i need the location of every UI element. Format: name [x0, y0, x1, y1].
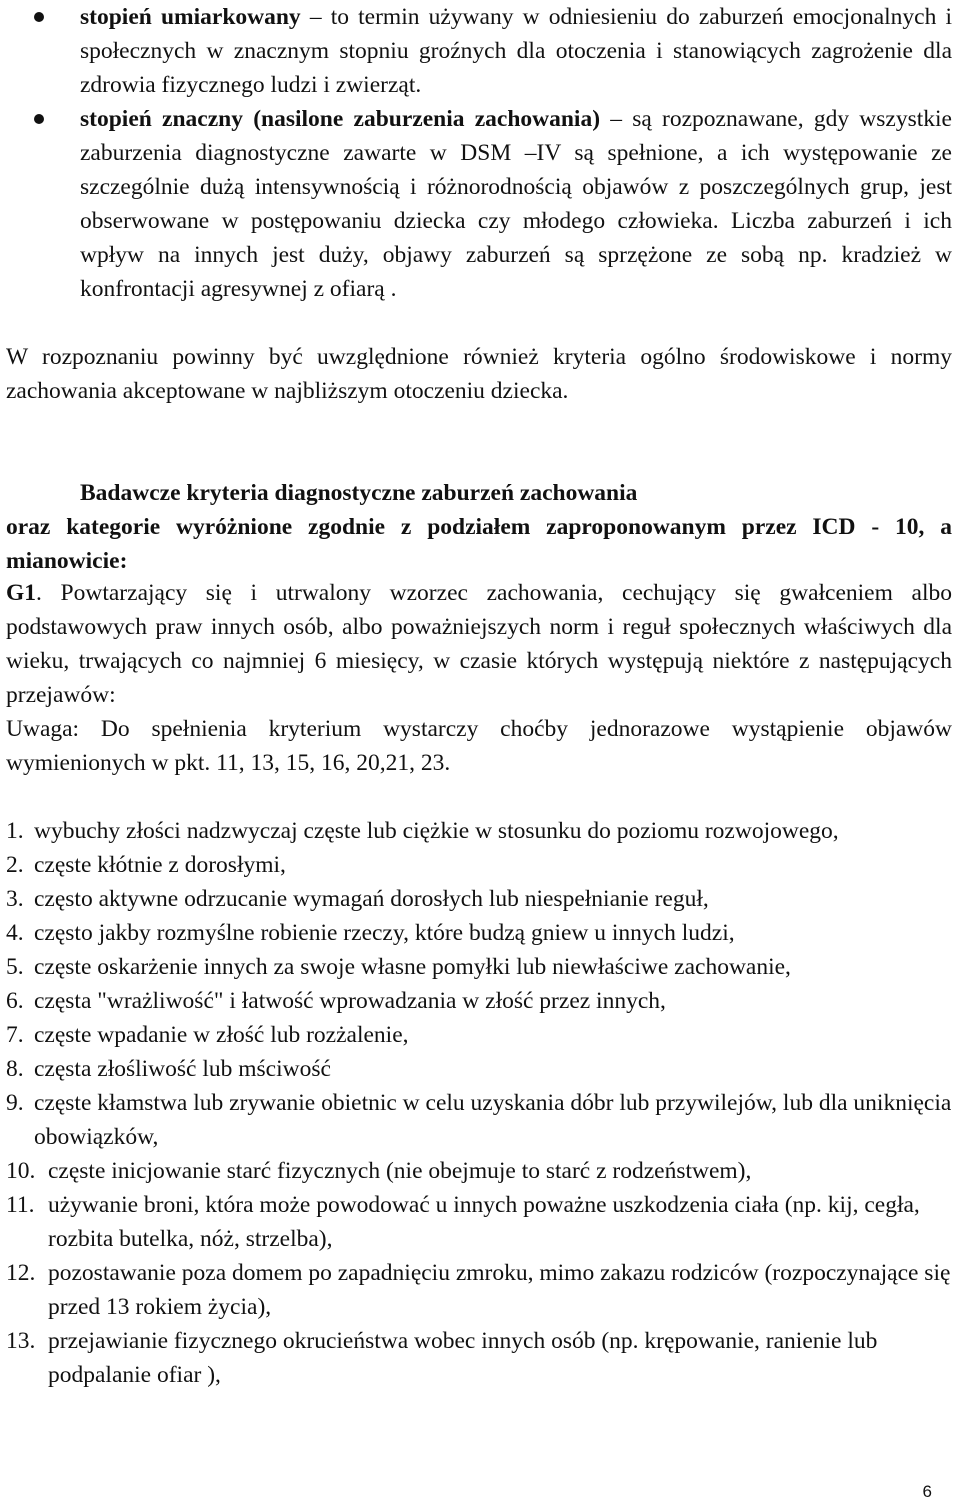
list-item: 8. częsta złośliwość lub mściwość: [6, 1056, 331, 1082]
bullet-term: stopień znaczny (nasilone zaburzenia zachowania): [80, 106, 601, 132]
list-item: 2. częste kłótnie z dorosłymi,: [6, 852, 286, 878]
criterion-g1-label: G1: [6, 580, 37, 606]
list-item: 1. wybuchy złości nadzwyczaj częste lub ciężkie w stosunku do poziomu rozwojowego,: [6, 818, 839, 844]
list-item: 6. częsta "wrażliwość" i łatwość wprowadzania w złość przez innych,: [6, 988, 666, 1014]
bullet-moderate: [0, 0, 960, 102]
list-item: 4. często jakby rozmyślne robienie rzeczy, które budzą gniew u innych ludzi,: [6, 920, 735, 946]
list-item: 13. przejawianie fizycznego okrucieństwa wobec innych osób (np. krępowanie, ranienie lub podpalanie ofiar ),: [6, 1328, 878, 1388]
bullet-text: – są rozpoznawane, gdy wszystkie zaburzenia diagnostyczne zawarte w DSM –IV są spełnione, a ich występowanie ze szczególnie dużą intensywnością i różnorodnością objawów z poszczególnych grup, jest obserwowane w postępowaniu dziecka czy młodego człowieka. Liczba zaburzeń i ich wpływ na innych jest duży, objawy zaburzeń są sprzężone ze sobą np. kradzież w konfrontacji agresywnej z ofiarą .: [80, 106, 952, 302]
list-item: 12. pozostawanie poza domem po zapadnięciu zmroku, mimo zakazu rodziców (rozpoczynające się przed 13 rokiem życia),: [6, 1260, 951, 1320]
bullet-term: stopień umiarkowany: [80, 4, 301, 30]
section-heading-line2: oraz kategorie wyróżnione zgodnie z podziałem zaproponowanym przez ICD - 10, a mianowicie:: [6, 514, 952, 574]
list-item: 11. używanie broni, która może powodować u innych poważne uszkodzenia ciała (np. kij, cegła, rozbita butelka, nóż, strzelba),: [6, 1192, 920, 1252]
list-item: 7. częste wpadanie w złość lub rozżalenie,: [6, 1022, 409, 1048]
criterion-note: Uwaga: Do spełnienia kryterium wystarczy choćby jednorazowe wystąpienie objawów wymienionych w pkt. 11, 13, 15, 16, 20,21, 23.: [6, 716, 952, 776]
criterion-g1-text: . Powtarzający się i utrwalony wzorzec zachowania, cechujący się gwałceniem albo podstawowych praw innych osób, albo poważniejszych norm i reguł społecznych właściwych dla wieku, trwających co najmniej 6 miesięcy, w czasie których występują niektóre z następujących przejawów:: [6, 580, 952, 708]
severity-bullet-list: [0, 0, 960, 306]
section-heading: [6, 476, 952, 578]
page-number: 6: [922, 1482, 932, 1501]
list-item: 5. częste oskarżenie innych za swoje własne pomyłki lub niewłaściwe zachowanie,: [6, 954, 791, 980]
list-item: 10. częste inicjowanie starć fizycznych (nie obejmuje to starć z rodzeństwem),: [6, 1158, 752, 1184]
symptom-list: [6, 814, 952, 1392]
section-heading-line1: Badawcze kryteria diagnostyczne zaburzeń zachowania: [80, 480, 638, 506]
bullet-text: – to termin używany w odniesieniu do zaburzeń emocjonalnych i społecznych w znacznym stopniu groźnych dla otoczenia i stanowiących zagrożenie dla zdrowia fizycznego ludzi i zwierząt.: [80, 4, 952, 98]
diagnosis-note-paragraph: W rozpoznaniu powinny być uwzględnione również kryteria ogólno środowiskowe i normy zachowania akceptowane w najbliższym otoczeniu dziecka.: [6, 344, 952, 404]
list-item: 3. często aktywne odrzucanie wymagań dorosłych lub niespełnianie reguł,: [6, 886, 709, 912]
list-item: 9. częste kłamstwa lub zrywanie obietnic w celu uzyskania dóbr lub przywilejów, lub dla uniknięcia obowiązków,: [6, 1090, 952, 1150]
criterion-g1: [6, 576, 952, 712]
bullet-severe: [0, 102, 960, 306]
